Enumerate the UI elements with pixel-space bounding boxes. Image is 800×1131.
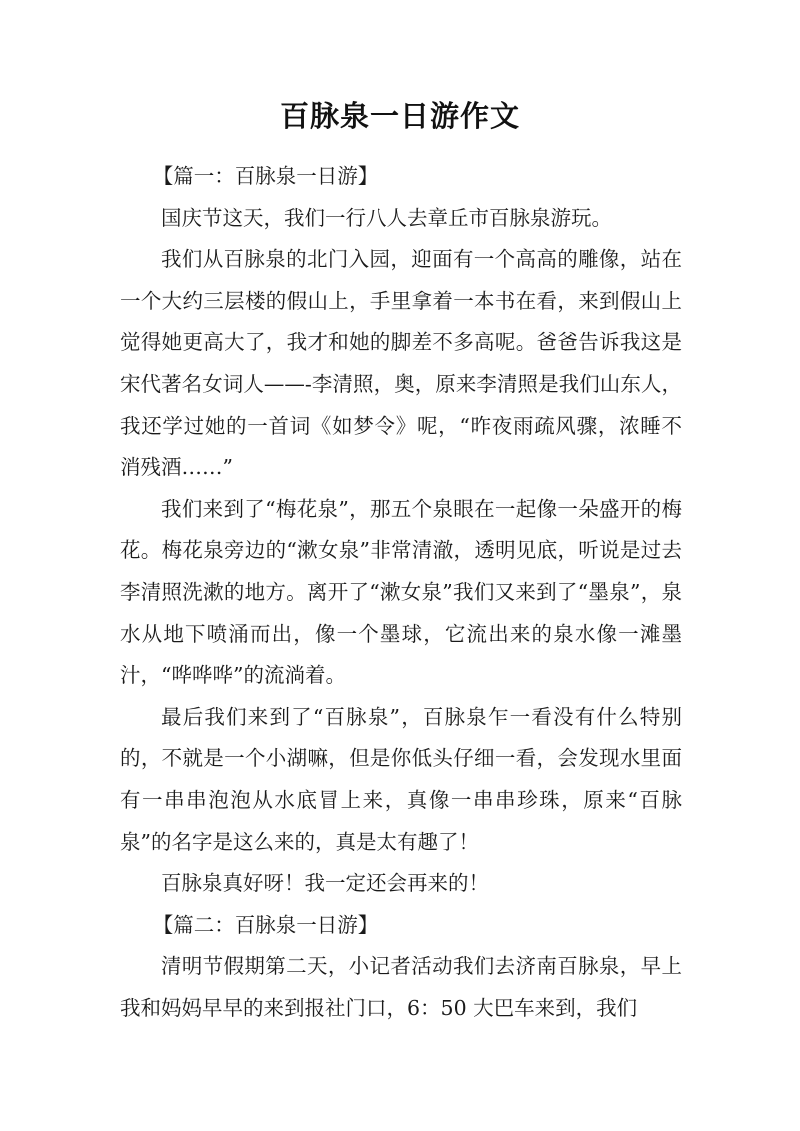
document-title: 百脉泉一日游作文 bbox=[279, 99, 520, 133]
section-heading-2: 【篇二：百脉泉一日游】 bbox=[152, 912, 379, 937]
paragraph: 我们从百脉泉的北门入园，迎面有一个高高的雕像，站在一个大约三层楼的假山上，手里拿着一本书在看，来到假山上觉得她更高大了，我才和她的脚差不多高呢。爸爸告诉我这是宋代著名女词人——-李清照，奥，原来李清照是我们山东人，我还学过她的一首词《如梦令》呢，“昨夜雨疏风骤，浓睡不消残酒……” bbox=[120, 247, 682, 480]
paragraph: 我们来到了“梅花泉”，那五个泉眼在一起像一朵盛开的梅花。梅花泉旁边的“漱女泉”非常清澈，透明见底，听说是过去李清照洗漱的地方。离开了“漱女泉”我们又来到了“墨泉”，泉水从地下喷涌而出，像一个墨球，它流出来的泉水像一滩墨汁，“哗哗哗”的流淌着。 bbox=[120, 496, 682, 688]
paragraph: 国庆节这天，我们一行八人去章丘市百脉泉游玩。 bbox=[161, 205, 612, 230]
paragraph: 百脉泉真好呀！我一定还会再来的！ bbox=[161, 871, 489, 896]
section-heading-1: 【篇一：百脉泉一日游】 bbox=[152, 164, 379, 188]
paragraph: 清明节假期第二天，小记者活动我们去济南百脉泉，早上我和妈妈早早的来到报社门口，6：50 大巴车来到，我们 bbox=[120, 954, 682, 1020]
document-body bbox=[120, 156, 682, 1029]
paragraph: 最后我们来到了“百脉泉”，百脉泉乍一看没有什么特别的，不就是一个小湖嘛，但是你低头仔细一看，会发现水里面有一串串泡泡从水底冒上来，真像一串串珍珠，原来“百脉泉”的名字是这么来的，真是太有趣了！ bbox=[120, 704, 682, 854]
